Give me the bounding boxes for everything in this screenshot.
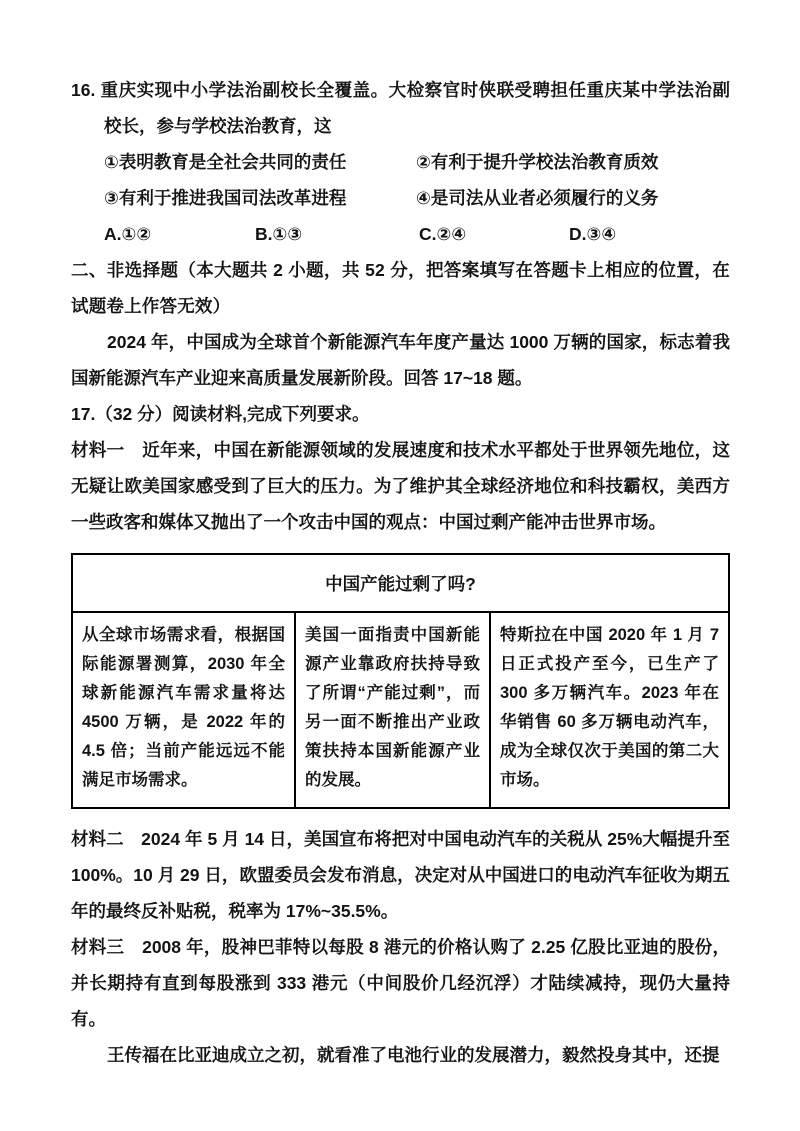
question-17-material-3: 材料三 2008 年，股神巴菲特以每股 8 港元的价格认购了 2.25 亿股比亚迪的股份，并长期持有直到每股涨到 333 港元（中间股价几经沉浮）才陆续减持，现仍大量持有。: [71, 937, 730, 1029]
page-content: [71, 72, 730, 1073]
question-17-material-2: 材料二 2024 年 5 月 14 日，美国宣布将把对中国电动汽车的关税从 25%大幅提升至 100%。10 月 29 日，欧盟委员会发布消息，决定对从中国进口的电动汽车征收为期五年的最终反补贴税，税率为 17%~35.5%。: [71, 829, 730, 921]
question-16-option-3: ③有利于推进我国司法改革进程: [104, 188, 347, 208]
question-16-answer-choices: [71, 216, 730, 252]
question-17-title: 17.（32 分）阅读材料,完成下列要求。: [71, 404, 370, 424]
capacity-table: [71, 553, 730, 809]
section-2-intro-paragraph: 2024 年，中国成为全球首个新能源汽车年度产量达 1000 万辆的国家，标志着我国新能源汽车产业迎来高质量发展新阶段。回答 17~18 题。: [71, 332, 730, 388]
question-16-option-4: ④是司法从业者必须履行的义务: [416, 188, 659, 208]
capacity-table-body: [73, 613, 728, 807]
question-16-option-1: ①表明教育是全社会共同的责任: [104, 152, 347, 172]
capacity-table-title: 中国产能过剩了吗?: [73, 555, 728, 613]
answer-choice-a: A.①②: [104, 224, 152, 244]
question-16-option-2: ②有利于提升学校法治教育质效: [416, 152, 659, 172]
capacity-table-cell-tesla: 特斯拉在中国 2020 年 1 月 7 日正式投产至今，已生产了 300 多万辆汽车。2023 年在华销售 60 多万辆电动汽车，成为全球仅次于美国的第二大市场。: [489, 613, 728, 807]
question-17-material-1: 材料一 近年来，中国在新能源领域的发展速度和技术水平都处于世界领先地位，这无疑让欧美国家感受到了巨大的压力。为了维护其全球经济地位和科技霸权，美西方一些政客和媒体又抛出了一个攻击中国的观点：中国过剩产能冲击世界市场。: [71, 440, 730, 532]
section-2-header: 二、非选择题（本大题共 2 小题，共 52 分，把答案填写在答题卡上相应的位置，在试题卷上作答无效）: [71, 260, 730, 316]
question-16-options: [71, 144, 730, 216]
capacity-table-cell-us-policy: 美国一面指责中国新能源产业靠政府扶持导致了所谓“产能过剩”，而另一面不断推出产业政策扶持本国新能源产业的发展。: [294, 613, 489, 807]
answer-choice-d: D.③④: [569, 224, 617, 244]
capacity-table-cell-global-demand: 从全球市场需求看，根据国际能源署测算，2030 年全球新能源汽车需求量将达 4500 万辆，是 2022 年的 4.5 倍；当前产能远远不能满足市场需求。: [82, 626, 285, 789]
answer-choice-b: B.①③: [255, 224, 303, 244]
question-17-closing-paragraph: 王传福在比亚迪成立之初，就看准了电池行业的发展潜力，毅然投身其中，还提: [107, 1045, 720, 1065]
answer-choice-c: C.②④: [419, 224, 467, 244]
question-16-stem: 16. 重庆实现中小学法治副校长全覆盖。大检察官时侠联受聘担任重庆某中学法治副校长，参与学校法治教育，这: [71, 80, 730, 136]
